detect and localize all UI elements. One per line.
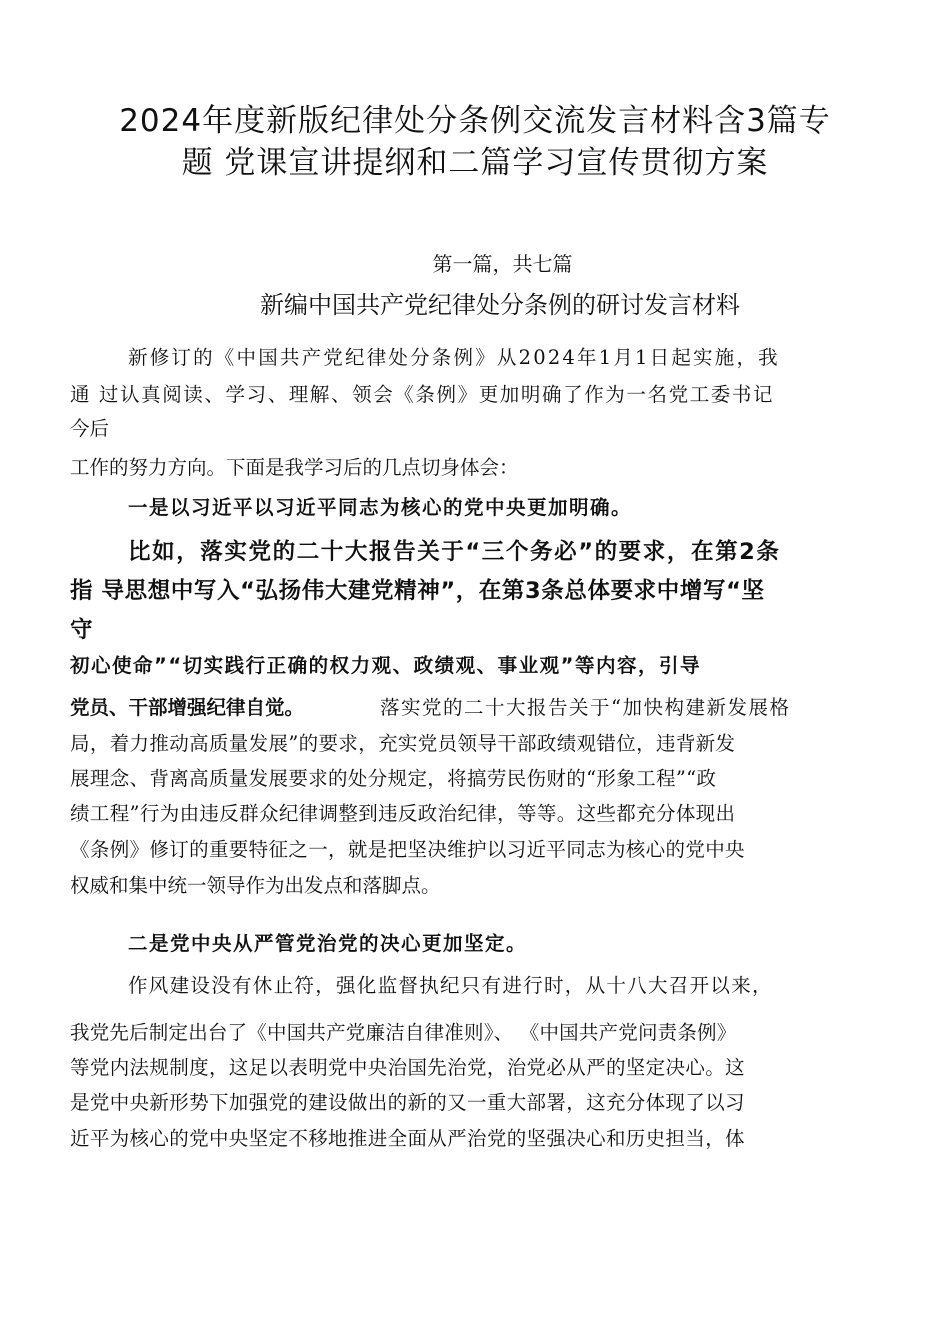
paragraph-line: 工作的努力方向。下面是我学习后的几点切身体会： — [70, 456, 519, 479]
title-line-1: 2024年度新版纪律处分条例交流发言材料含3篇专 — [119, 103, 831, 139]
emphasis-line: 守 — [70, 617, 93, 643]
paragraph-line: 绩工程”行为由违反群众纪律调整到违反政治纪律，等等。这些都充分体现出 — [70, 802, 736, 825]
paragraph-line: 展理念、背离高质量发展要求的处分规定，将搞劳民伤财的“形象工程”“政 — [70, 767, 717, 790]
emphasis-line: 党员、干部增强纪律自觉。 — [70, 696, 305, 719]
emphasis-line: 指 导思想中写入“弘扬伟大建党精神”，在第3条总体要求中增写“坚 — [70, 578, 765, 604]
paragraph-line: 《条例》修订的重要特征之一，就是把坚决维护以习近平同志为核心的党中央 — [70, 838, 745, 861]
paragraph-line: 近平为核心的党中央坚定不移地推进全面从严治党的坚强决心和历史担当，体 — [70, 1127, 745, 1150]
paragraph-line: 是党中央新形势下加强党的建设做出的新的又一重大部署，这充分体现了以习 — [70, 1091, 745, 1114]
section-heading: 新编中国共产党纪律处分条例的研讨发言材料 — [260, 291, 740, 319]
paragraph-line: 今后 — [70, 417, 110, 440]
paragraph-line: 新修订的《中国共产党纪律处分条例》从2024年1月1日起实施，我 — [128, 346, 780, 369]
emphasis-line: 比如，落实党的二十大报告关于“三个务必”的要求，在第2条 — [128, 539, 781, 565]
point-heading: 一是以习近平以习近平同志为核心的党中央更加明确。 — [128, 496, 633, 519]
emphasis-line: 初心使命”“切实践行正确的权力观、政绩观、事业观”等内容，引导 — [70, 654, 701, 677]
paragraph-line: 权威和集中统一领导作为出发点和落脚点。 — [70, 874, 441, 897]
point-heading: 二是党中央从严管党治党的决心更加坚定。 — [128, 932, 528, 955]
paragraph-line: 通 过认真阅读、学习、理解、领会《条例》更加明确了作为一名党工委书记 — [70, 383, 775, 406]
paragraph-line: 作风建设没有休止符，强化监督执纪只有进行时，从十八大召开以来， — [128, 974, 773, 997]
document-title — [60, 100, 890, 184]
paragraph-line: 我党先后制定出台了《中国共产党廉洁自律准则》、 《中国共产党问责条例》 — [70, 1021, 737, 1044]
paragraph-line: 等党内法规制度，这足以表明党中央治国先治党，治党必从严的坚定决心。这 — [70, 1056, 745, 1079]
part-label: 第一篇，共七篇 — [432, 252, 573, 276]
title-line-2: 题 党课宣讲提纲和二篇学习宣传贯彻方案 — [181, 145, 769, 181]
paragraph-line: 落实党的二十大报告关于“加快构建新发展格 — [380, 696, 791, 719]
paragraph-line: 局，着力推动高质量发展”的要求，充实党员领导干部政绩观错位，违背新发 — [70, 732, 736, 755]
